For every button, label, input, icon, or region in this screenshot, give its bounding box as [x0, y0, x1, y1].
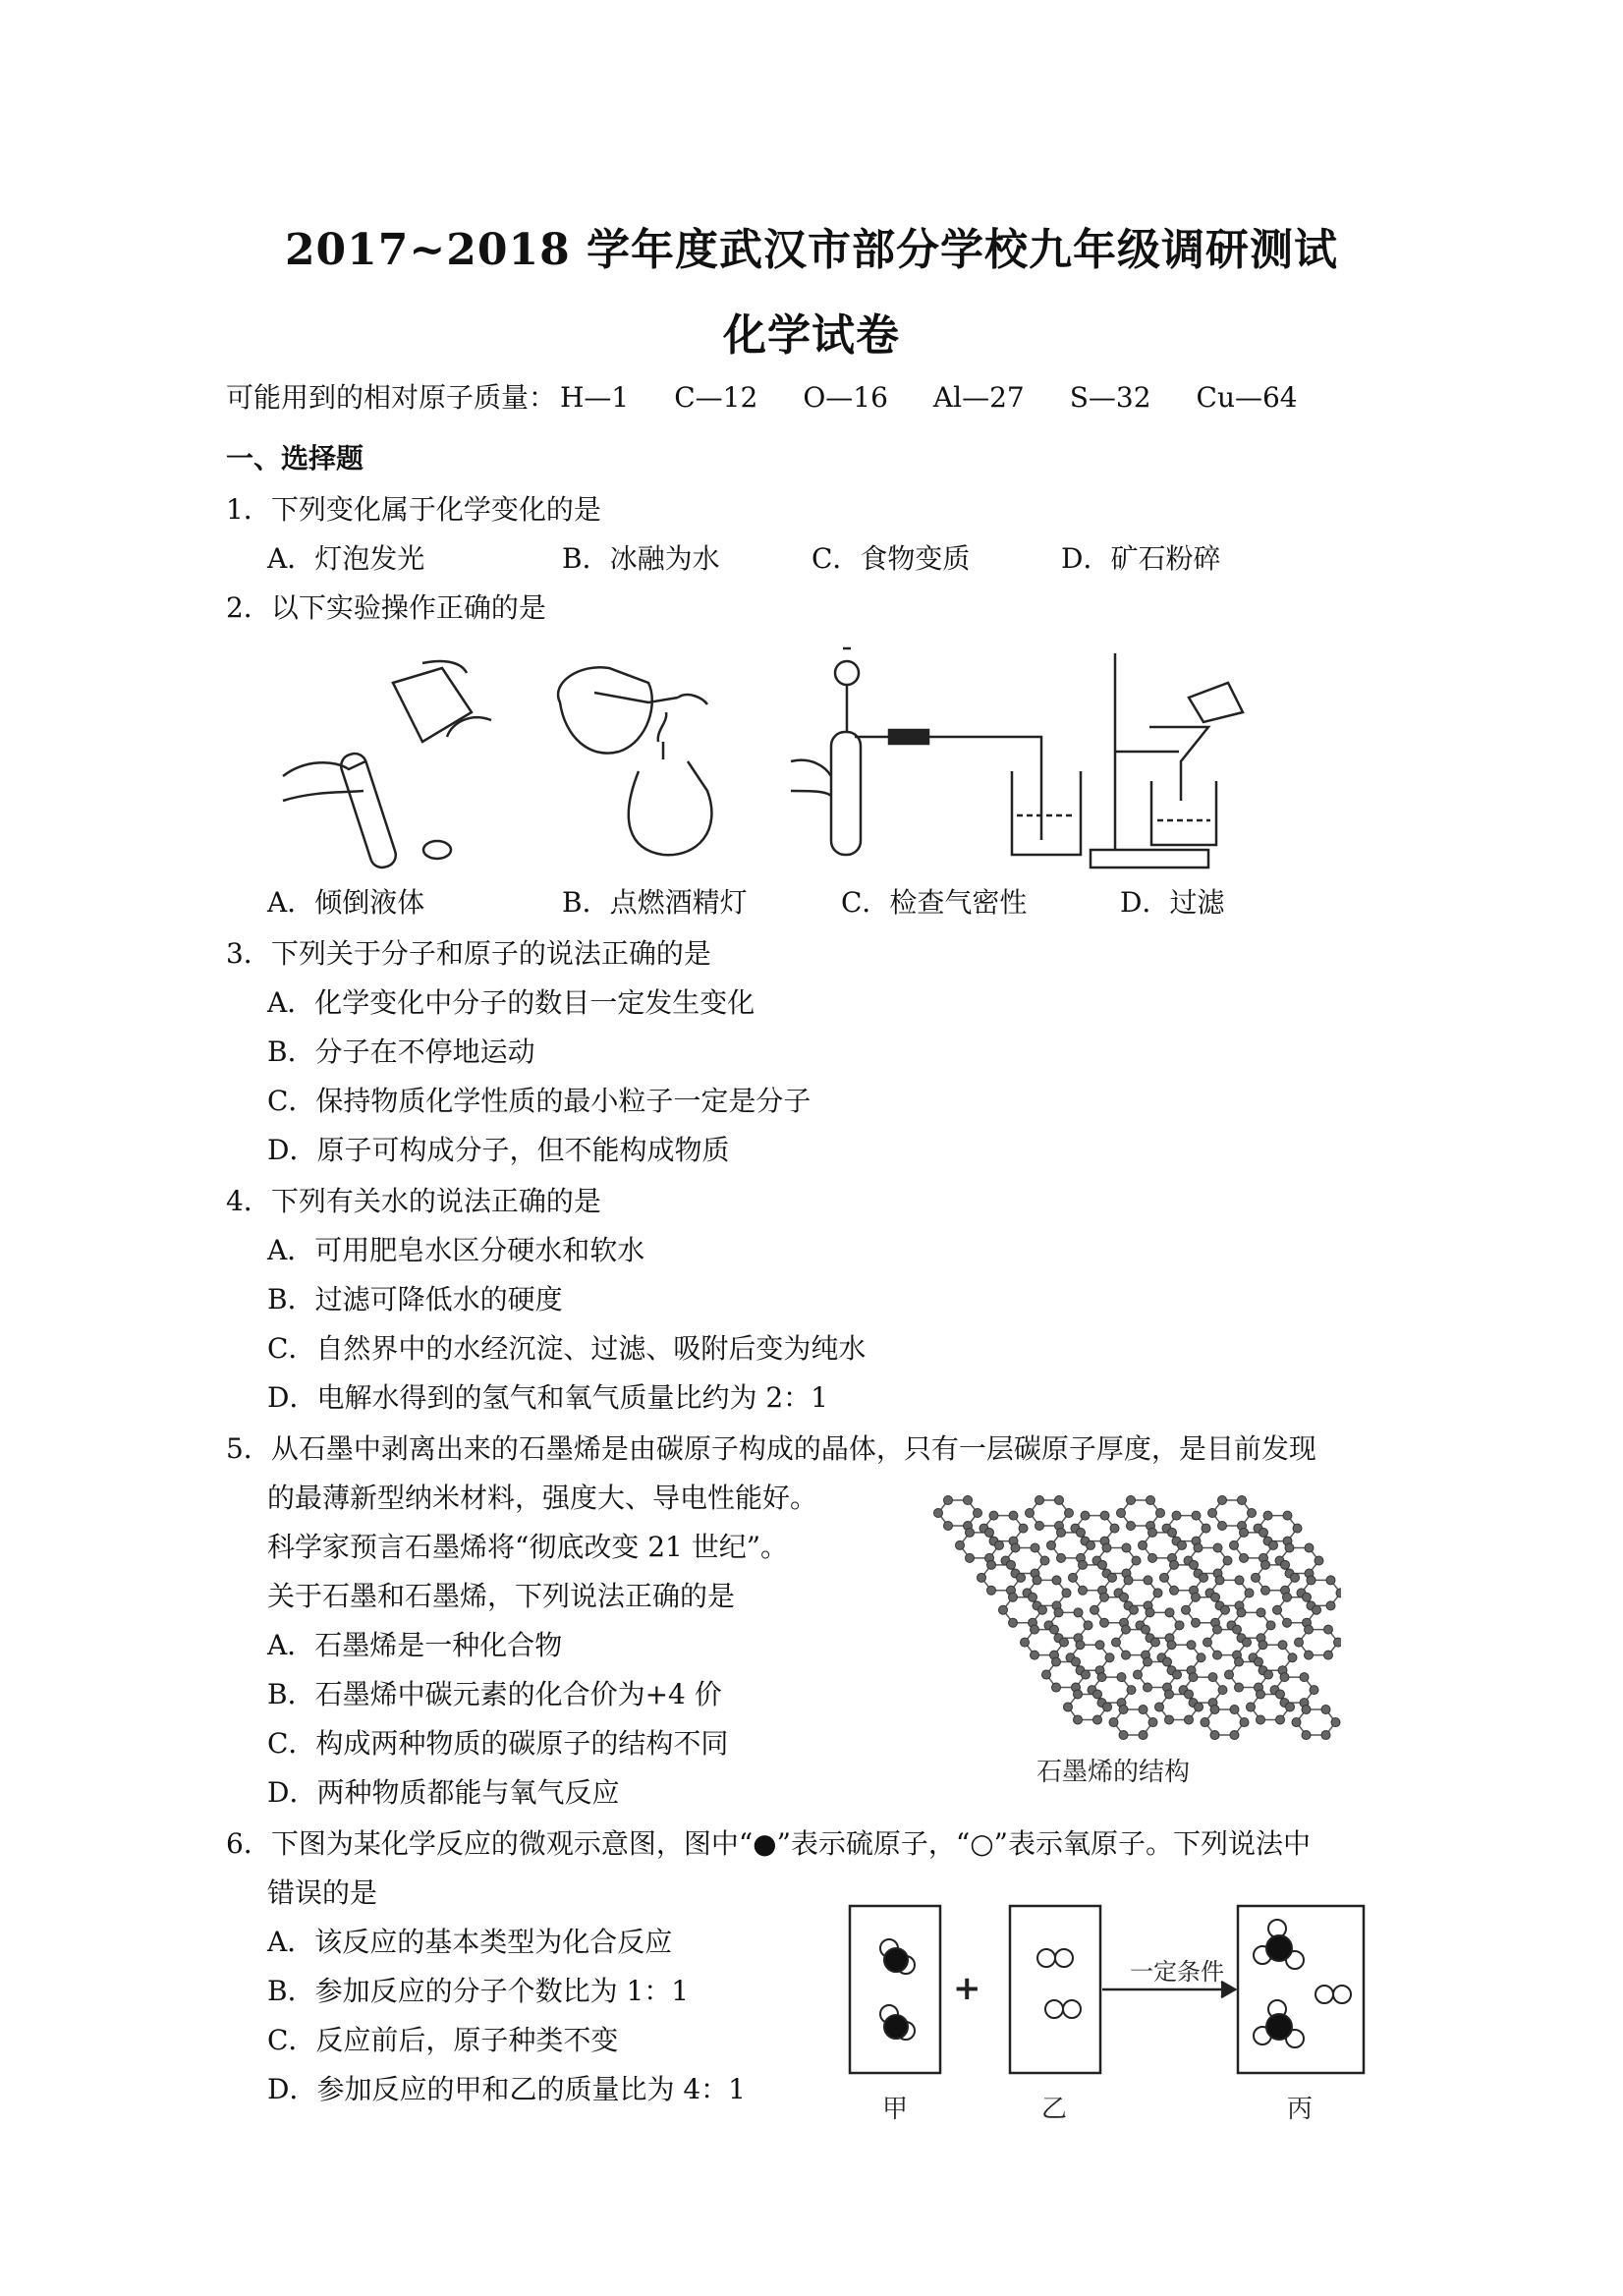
- carbon-atom: [1178, 1540, 1187, 1549]
- carbon-atom: [1142, 1625, 1150, 1634]
- carbon-atom: [1295, 1638, 1304, 1647]
- carbon-atom: [989, 1511, 998, 1520]
- carbon-atom: [1305, 1625, 1314, 1634]
- q6-option-a: A．该反应的基本类型为化合反应: [267, 1926, 673, 1958]
- carbon-atom: [1261, 1586, 1270, 1595]
- carbon-atom: [1119, 1706, 1128, 1714]
- carbon-atom: [1117, 1673, 1126, 1682]
- carbon-atom: [1112, 1638, 1121, 1647]
- graphene-hexagon: [1212, 1500, 1252, 1526]
- carbon-atom: [978, 1573, 986, 1582]
- carbon-atom: [1233, 1625, 1242, 1634]
- carbon-atom: [1100, 1618, 1109, 1627]
- carbon-atom: [1127, 1521, 1136, 1530]
- carbon-atom: [1031, 1651, 1039, 1659]
- graphene-caption: 石墨烯的结构: [1036, 1758, 1191, 1787]
- carbon-atom: [1235, 1576, 1244, 1585]
- carbon-atom: [1167, 1641, 1176, 1650]
- carbon-atom: [1248, 1509, 1257, 1518]
- carbon-atom: [1230, 1731, 1239, 1740]
- carbon-atom: [1263, 1511, 1272, 1520]
- carbon-atom: [1122, 1543, 1131, 1552]
- carbon-atom: [1276, 1690, 1285, 1699]
- carbon-atom: [1210, 1731, 1219, 1740]
- box-yi: [1010, 1906, 1100, 2073]
- carbon-atom: [1165, 1690, 1174, 1699]
- carbon-atom: [1302, 1731, 1311, 1740]
- carbon-atom: [1069, 1573, 1078, 1582]
- carbon-atom: [1122, 1651, 1131, 1659]
- mass-o: O—16: [803, 381, 888, 414]
- carbon-atom: [1074, 1715, 1083, 1724]
- carbon-atom: [1278, 1641, 1287, 1650]
- carbon-atom: [1060, 1638, 1069, 1647]
- carbon-atom: [999, 1605, 1008, 1614]
- carbon-atom: [1187, 1641, 1196, 1650]
- bing-molecules: [1254, 1920, 1351, 2047]
- q2-option-a: A．倾倒液体: [267, 886, 425, 919]
- q2-option-d: D．过滤: [1120, 886, 1225, 919]
- carbon-atom: [1100, 1593, 1109, 1601]
- carbon-atom: [1108, 1573, 1117, 1582]
- atomic-mass-label: 可能用到的相对原子质量：: [226, 381, 557, 414]
- carbon-atom: [1291, 1573, 1300, 1582]
- carbon-atom: [1052, 1683, 1061, 1692]
- mass-al: Al—27: [932, 381, 1025, 414]
- carbon-atom: [1315, 1556, 1323, 1565]
- carbon-atom: [1269, 1540, 1278, 1549]
- mass-h: H—1: [560, 381, 630, 414]
- plus-sign: +: [953, 1969, 981, 2008]
- carbon-atom: [1324, 1651, 1333, 1659]
- question-3-stem: 3．下列关于分子和原子的说法正确的是: [226, 937, 711, 970]
- carbon-atom: [1321, 1731, 1330, 1740]
- reaction-diagram: [845, 1901, 1375, 2127]
- question-6-stem-line2: 错误的是: [267, 1876, 378, 1909]
- box-jia: [850, 1906, 940, 2073]
- label-jia: 甲: [882, 2095, 909, 2124]
- carbon-atom: [1052, 1657, 1061, 1666]
- carbon-atom: [1235, 1657, 1244, 1666]
- carbon-atom: [1215, 1576, 1224, 1585]
- carbon-atom: [966, 1528, 975, 1537]
- carbon-atom: [1139, 1731, 1147, 1740]
- carbon-atom: [1255, 1657, 1263, 1666]
- carbon-atom: [1302, 1706, 1311, 1714]
- carbon-atom: [1017, 1573, 1026, 1582]
- carbon-atom: [1009, 1618, 1018, 1627]
- carbon-atom: [1230, 1706, 1239, 1714]
- graphene-structure-figure: [928, 1493, 1341, 1788]
- carbon-atom: [1273, 1605, 1282, 1614]
- carbon-atom: [1280, 1673, 1289, 1682]
- carbon-atom: [1203, 1638, 1212, 1647]
- carbon-atom: [1259, 1641, 1267, 1650]
- carbon-atom: [1093, 1690, 1102, 1699]
- carbon-atom: [1240, 1528, 1249, 1537]
- carbon-atom: [1283, 1511, 1292, 1520]
- carbon-atom: [1120, 1593, 1129, 1601]
- carbon-atom: [1201, 1718, 1209, 1727]
- carbon-atom: [1168, 1528, 1177, 1537]
- carbon-atom: [1313, 1605, 1321, 1614]
- carbon-atom: [1156, 1509, 1165, 1518]
- carbon-atom: [1019, 1524, 1028, 1533]
- carbon-atom: [1105, 1653, 1114, 1662]
- q4-option-a: A．可用肥皂水区分硬水和软水: [267, 1234, 645, 1266]
- carbon-atom: [1029, 1593, 1037, 1601]
- carbon-atom: [1283, 1593, 1292, 1601]
- carbon-atom: [1122, 1625, 1131, 1634]
- carbon-atom: [974, 1509, 982, 1518]
- carbon-atom: [1021, 1638, 1030, 1647]
- carbon-atom: [1237, 1608, 1246, 1617]
- carbon-atom: [1132, 1556, 1141, 1565]
- question-5-stem-line3: 科学家预言石墨烯将“彻底改变 21 世纪”。: [267, 1531, 789, 1563]
- carbon-atom: [1148, 1528, 1157, 1537]
- carbon-atom: [1148, 1553, 1157, 1562]
- carbon-atom: [1160, 1573, 1169, 1582]
- carbon-atom: [1185, 1715, 1194, 1724]
- carbon-atom: [1040, 1556, 1049, 1565]
- pouring-liquid-illustration: [283, 661, 491, 869]
- carbon-atom: [1042, 1670, 1051, 1679]
- carbon-atom: [1208, 1673, 1217, 1682]
- carbon-atom: [1307, 1576, 1315, 1585]
- label-yi: 乙: [1041, 2095, 1068, 2124]
- carbon-atom: [1079, 1560, 1088, 1569]
- carbon-atom: [966, 1553, 975, 1562]
- carbon-atom: [1109, 1718, 1118, 1727]
- q5-option-b: B．石墨烯中碳元素的化合价为+4 价: [267, 1678, 722, 1710]
- carbon-atom: [1110, 1524, 1119, 1533]
- carbon-atom: [1084, 1621, 1092, 1630]
- carbon-atom: [1200, 1573, 1208, 1582]
- carbon-atom: [1007, 1560, 1016, 1569]
- carbon-atom: [1310, 1686, 1318, 1695]
- carbon-atom: [1093, 1715, 1102, 1724]
- filtration-illustration: [1091, 653, 1243, 868]
- carbon-atom: [1321, 1706, 1330, 1714]
- carbon-atom: [1252, 1573, 1260, 1582]
- q4-option-c: C．自然界中的水经沉淀、过滤、吸附后变为纯水: [267, 1332, 867, 1365]
- carbon-atom: [1326, 1601, 1335, 1610]
- arrow-label: 一定条件: [1130, 1958, 1224, 1986]
- carbon-atom: [1185, 1690, 1194, 1699]
- carbon-atom: [1095, 1641, 1104, 1650]
- graphene-hexagon: [1030, 1500, 1069, 1526]
- carbon-atom: [1134, 1670, 1143, 1679]
- carbon-atom: [1247, 1703, 1256, 1711]
- carbon-atom: [1009, 1511, 1018, 1520]
- carbon-atom: [1213, 1543, 1222, 1552]
- graphene-hexagon: [1299, 1630, 1338, 1655]
- q1-option-a: A．灯泡发光: [267, 542, 425, 575]
- q1-option-c: C．食物变质: [812, 542, 971, 575]
- carbon-atom: [1326, 1576, 1335, 1585]
- carbon-atom: [1146, 1608, 1154, 1617]
- carbon-atom: [1074, 1608, 1083, 1617]
- carbon-atom: [1257, 1690, 1265, 1699]
- lab-operations-figure: [275, 644, 1267, 869]
- carbon-atom: [1305, 1543, 1314, 1552]
- carbon-atom: [1119, 1731, 1128, 1740]
- carbon-atom: [1190, 1560, 1199, 1569]
- mass-s: S—32: [1069, 381, 1151, 414]
- carbon-atom: [1266, 1621, 1275, 1630]
- carbon-atom: [1026, 1509, 1035, 1518]
- carbon-atom: [1054, 1608, 1063, 1617]
- q1-option-b: B．冰融为水: [562, 542, 720, 575]
- air-tightness-illustration: [791, 648, 1081, 855]
- carbon-atom: [1035, 1496, 1044, 1505]
- carbon-atom: [1163, 1657, 1172, 1666]
- q2-option-b: B．点燃酒精灯: [562, 886, 748, 919]
- carbon-atom: [1064, 1703, 1073, 1711]
- carbon-atom: [1148, 1718, 1157, 1727]
- carbon-atom: [1303, 1593, 1312, 1601]
- q1-option-d: D．矿石粉碎: [1061, 542, 1221, 575]
- carbon-atom: [1285, 1543, 1294, 1552]
- carbon-atom: [1276, 1715, 1285, 1724]
- carbon-atom: [1238, 1496, 1247, 1505]
- carbon-atom: [1293, 1524, 1302, 1533]
- carbon-atom: [1243, 1638, 1252, 1647]
- carbon-atom: [1195, 1703, 1203, 1711]
- carbon-atom: [987, 1586, 996, 1595]
- carbon-atom: [1283, 1618, 1292, 1627]
- carbon-atom: [1127, 1686, 1136, 1695]
- q3-option-b: B．分子在不停地运动: [267, 1036, 535, 1068]
- carbon-atom: [1147, 1496, 1155, 1505]
- question-5-stem-line4: 关于石墨和石墨烯，下列说法正确的是: [267, 1580, 736, 1612]
- carbon-atom: [1281, 1560, 1290, 1569]
- q6-option-c: C．反应前后，原子种类不变: [267, 2024, 619, 2056]
- carbon-atom: [944, 1521, 953, 1530]
- carbon-atom: [1144, 1683, 1152, 1692]
- carbon-atom: [1139, 1540, 1147, 1549]
- carbon-atom: [987, 1560, 996, 1569]
- carbon-atom: [1079, 1586, 1088, 1595]
- carbon-atom: [1072, 1657, 1081, 1666]
- carbon-atom: [1286, 1703, 1295, 1711]
- question-1-stem: 1．下列变化属于化学变化的是: [226, 493, 601, 526]
- carbon-atom: [1087, 1540, 1095, 1549]
- question-5-stem-line1: 5．从石墨中剥离出来的石墨烯是由碳原子构成的晶体，只有一层碳原子厚度，是目前发现: [226, 1432, 1316, 1465]
- carbon-atom: [1170, 1560, 1179, 1569]
- q6-option-b: B．参加反应的分子个数比为 1：1: [267, 1975, 690, 2007]
- carbon-atom: [1098, 1560, 1107, 1569]
- carbon-atom: [1144, 1576, 1152, 1585]
- carbon-atom: [1230, 1540, 1239, 1549]
- carbon-atom: [1047, 1540, 1056, 1549]
- carbon-atom: [1057, 1553, 1066, 1562]
- carbon-atom: [1192, 1511, 1201, 1520]
- carbon-atom: [1173, 1670, 1182, 1679]
- carbon-atom: [1011, 1543, 1020, 1552]
- carbon-atom: [1334, 1638, 1342, 1647]
- carbon-atom: [1240, 1718, 1249, 1727]
- carbon-atom: [1124, 1576, 1133, 1585]
- graphene-hexagon: [1297, 1709, 1336, 1735]
- carbon-atom: [1052, 1576, 1061, 1585]
- carbon-atom: [1055, 1496, 1064, 1505]
- q3-option-d: D．原子可构成分子，但不能构成物质: [267, 1134, 730, 1166]
- carbon-atom: [1218, 1496, 1227, 1505]
- carbon-atom: [1305, 1651, 1314, 1659]
- graphene-hexagon: [1114, 1709, 1153, 1735]
- atomic-mass-line: [226, 381, 1343, 415]
- carbon-atom: [1097, 1673, 1106, 1682]
- carbon-atom: [1221, 1605, 1230, 1614]
- carbon-atom: [1192, 1618, 1201, 1627]
- q6-option-d: D．参加反应的甲和乙的质量比为 4：1: [267, 2073, 746, 2105]
- carbon-atom: [1194, 1543, 1203, 1552]
- carbon-atom: [1082, 1670, 1091, 1679]
- carbon-atom: [1324, 1625, 1333, 1634]
- carbon-atom: [944, 1496, 953, 1505]
- q4-option-b: B．过滤可降低水的硬度: [267, 1283, 563, 1316]
- graphene-hexagon: [1121, 1500, 1160, 1526]
- carbon-atom: [1033, 1576, 1041, 1585]
- carbon-atom: [1151, 1638, 1160, 1647]
- carbon-atom: [1057, 1528, 1066, 1537]
- carbon-atom: [1235, 1683, 1244, 1692]
- graphene-hexagon: [1205, 1709, 1245, 1735]
- carbon-atom: [1074, 1690, 1083, 1699]
- carbon-atom: [1077, 1528, 1086, 1537]
- carbon-atom: [1336, 1589, 1341, 1597]
- question-5-stem-line2: 的最薄新型纳米材料，强度大、导电性能好。: [267, 1482, 818, 1514]
- carbon-atom: [1257, 1608, 1265, 1617]
- carbon-atom: [1300, 1673, 1309, 1682]
- carbon-atom: [1210, 1706, 1219, 1714]
- carbon-atom: [1245, 1589, 1254, 1597]
- carbon-atom: [1153, 1589, 1162, 1597]
- q5-option-c: C．构成两种物质的碳原子的结构不同: [267, 1727, 729, 1760]
- carbon-atom: [1103, 1703, 1112, 1711]
- carbon-atom: [1065, 1509, 1074, 1518]
- q3-option-a: A．化学变化中分子的数目一定发生变化: [267, 986, 756, 1019]
- carbon-atom: [1165, 1715, 1174, 1724]
- carbon-atom: [1062, 1589, 1071, 1597]
- carbon-atom: [1144, 1657, 1152, 1666]
- carbon-atom: [1292, 1718, 1301, 1727]
- carbon-atom: [1102, 1543, 1111, 1552]
- question-4-stem: 4．下列有关水的说法正确的是: [226, 1185, 601, 1217]
- carbon-atom: [1223, 1556, 1232, 1565]
- carbon-atom: [985, 1528, 994, 1537]
- carbon-atom: [1192, 1593, 1201, 1601]
- carbon-atom: [1155, 1703, 1164, 1711]
- carbon-atom: [1038, 1605, 1047, 1614]
- carbon-atom: [1331, 1718, 1340, 1727]
- carbon-atom: [1081, 1511, 1090, 1520]
- carbon-atom: [1130, 1605, 1139, 1614]
- q3-option-c: C．保持物质化学性质的最小粒子一定是分子: [267, 1085, 812, 1117]
- carbon-atom: [995, 1540, 1004, 1549]
- carbon-atom: [1211, 1593, 1220, 1601]
- carbon-atom: [1189, 1673, 1198, 1682]
- carbon-atom: [1208, 1509, 1217, 1518]
- carbon-atom: [1218, 1521, 1227, 1530]
- jia-molecules: [880, 1939, 915, 2040]
- question-2-stem: 2．以下实验操作正确的是: [226, 591, 546, 624]
- carbon-atom: [934, 1509, 943, 1518]
- carbon-atom: [1050, 1625, 1059, 1634]
- lighting-lamp-illustration: [558, 667, 711, 855]
- carbon-atom: [1100, 1511, 1109, 1520]
- graphene-hexagon: [938, 1500, 978, 1526]
- carbon-atom: [1035, 1521, 1044, 1530]
- carbon-atom: [1127, 1496, 1136, 1505]
- mass-c: C—12: [674, 381, 758, 414]
- carbon-atom: [1213, 1651, 1222, 1659]
- carbon-atom: [1091, 1605, 1099, 1614]
- page-title: 2017~2018 学年度武汉市部分学校九年级调研测试: [284, 225, 1339, 275]
- carbon-atom: [1264, 1670, 1273, 1679]
- mass-cu: Cu—64: [1196, 381, 1298, 414]
- carbon-atom: [1165, 1608, 1174, 1617]
- carbon-atom: [1213, 1625, 1222, 1634]
- carbon-atom: [1139, 1706, 1147, 1714]
- carbon-atom: [1031, 1543, 1039, 1552]
- carbon-atom: [956, 1540, 965, 1549]
- q5-option-a: A．石墨烯是一种化合物: [267, 1629, 563, 1661]
- carbon-atom: [1259, 1528, 1268, 1537]
- section-heading: 一、选择题: [226, 442, 364, 475]
- q5-option-d: D．两种物质都能与氧气反应: [267, 1776, 620, 1809]
- carbon-atom: [964, 1496, 973, 1505]
- q4-option-d: D．电解水得到的氢气和氧气质量比约为 2：1: [267, 1381, 828, 1414]
- yi-molecules: [1037, 1949, 1081, 2018]
- label-bing: 丙: [1287, 2095, 1314, 2124]
- carbon-atom: [1170, 1586, 1179, 1595]
- carbon-atom: [1240, 1553, 1249, 1562]
- carbon-atom: [1117, 1509, 1126, 1518]
- carbon-atom: [1076, 1641, 1085, 1650]
- carbon-atom: [1257, 1715, 1265, 1724]
- carbon-atom: [1197, 1653, 1205, 1662]
- q2-option-c: C．检查气密性: [841, 886, 1028, 919]
- carbon-atom: [1172, 1511, 1181, 1520]
- carbon-atom: [1288, 1653, 1297, 1662]
- carbon-atom: [1031, 1625, 1039, 1634]
- carbon-atom: [1182, 1605, 1191, 1614]
- carbon-atom: [1202, 1524, 1210, 1533]
- question-6-stem-line1: 6．下图为某化学反应的微观示意图，图中“●”表示硫原子，“○”表示氧原子。下列说法中: [226, 1827, 1311, 1860]
- carbon-atom: [1261, 1560, 1270, 1569]
- carbon-atom: [1225, 1670, 1234, 1679]
- carbon-atom: [1009, 1593, 1018, 1601]
- page-subtitle: 化学试卷: [723, 310, 900, 361]
- carbon-atom: [1175, 1621, 1184, 1630]
- carbon-atom: [1218, 1686, 1227, 1695]
